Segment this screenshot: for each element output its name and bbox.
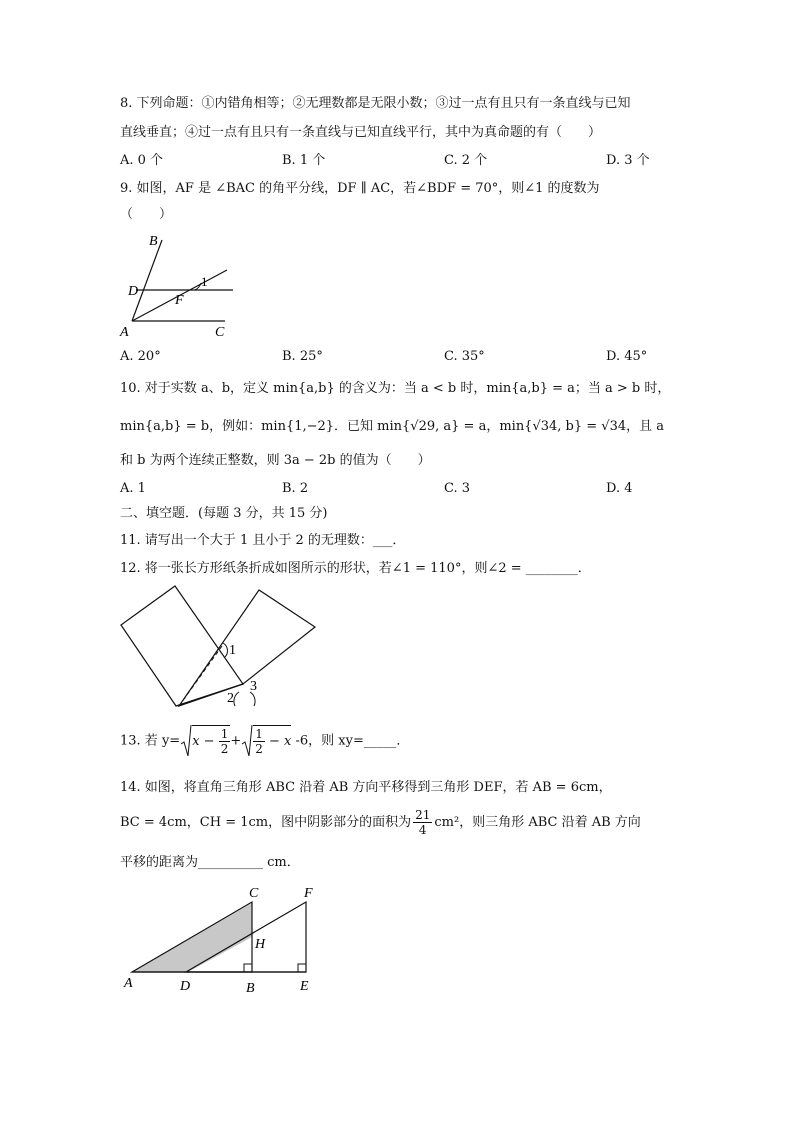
q10-option-d: D. 4 <box>606 481 633 496</box>
q14-line2-b: cm²，则三角形 ABC 沿着 AB 方向 <box>434 815 641 830</box>
q14-line3: 平移的距离为__________ cm． <box>120 855 300 870</box>
q13-radical1-icon <box>180 724 192 758</box>
q13-radical2-icon <box>241 724 253 758</box>
q8-line1: 8. 下列命题：①内错角相等；②无理数都是无限小数；③过一点有且只有一条直线与已知 <box>120 96 631 111</box>
q10-option-b: B. 2 <box>282 481 309 496</box>
q14-line2 <box>120 806 641 844</box>
q9-option-d: D. 45° <box>606 349 648 364</box>
q9-option-a: A. 20° <box>120 349 161 364</box>
q9-option-c: C. 35° <box>444 349 485 364</box>
q13-rad1-a: x − <box>192 734 215 749</box>
q13-prefix: 13. 若 y= <box>120 733 181 749</box>
q10-option-c: C. 3 <box>444 481 471 496</box>
q14-label-h: H <box>255 937 266 952</box>
q12-text: 12. 将一张长方形纸条折成如图所示的形状，若∠1 = 110°，则∠2 = ________． <box>120 561 591 576</box>
q10-line3: 和 b 为两个连续正整数，则 3a − 2b 的值为（ ） <box>120 453 431 468</box>
q9-label-a: A <box>120 325 129 340</box>
q8-option-a: A. 0 个 <box>120 153 164 168</box>
q12-figure <box>115 582 320 712</box>
q10-option-a: A. 1 <box>120 481 146 496</box>
q12-label-2: 2 <box>227 691 234 706</box>
q9-label-f: F <box>175 293 184 308</box>
q9-label-d: D <box>128 284 139 299</box>
q9-option-b: B. 25° <box>282 349 323 364</box>
q13-rad2-b: − x <box>269 734 292 749</box>
q11-text: 11. 请写出一个大于 1 且小于 2 的无理数：___． <box>120 533 406 548</box>
q10-line2: min{a,b} = b，例如：min{1,−2}．已知 min{√29, a} = a，min{√34, b} = √34，且 a <box>120 419 665 434</box>
q14-label-f: F <box>304 886 313 901</box>
q13-radicand2 <box>253 725 291 757</box>
q13-line <box>120 724 409 760</box>
q9-figure <box>115 228 245 346</box>
q13-plus: + <box>230 733 242 749</box>
q8-line2: 直线垂直；④过一点有且只有一条直线与已知直线平行，其中为真命题的有（ ） <box>120 125 602 140</box>
q13-half1: $\frac{1}{2}$ <box>220 727 229 756</box>
q8-option-b: B. 1 个 <box>282 153 326 168</box>
q10-line1: 10. 对于实数 a、b，定义 min{a,b} 的含义为：当 a < b 时，min{a,b} = a；当 a > b 时， <box>120 381 671 396</box>
q9-label-c: C <box>215 325 225 340</box>
q8-option-d: D. 3 个 <box>606 153 650 168</box>
section-heading: 二、填空题．(每题 3 分，共 15 分) <box>120 506 328 521</box>
q12-label-1: 1 <box>229 643 236 658</box>
q14-label-a: A <box>124 976 133 991</box>
q14-figure <box>118 880 328 1000</box>
q12-label-3: 3 <box>250 679 257 694</box>
q14-line2-a: BC = 4cm，CH = 1cm，图中阴影部分的面积为 <box>120 815 412 830</box>
q13-tail: -6，则 xy=_____． <box>291 733 410 749</box>
q9-stem: 9. 如图，AF 是 ∠BAC 的角平分线，DF ∥ AC，若∠BDF = 70°，则∠1 的度数为 <box>120 181 600 196</box>
q14-label-b: B <box>246 981 255 996</box>
q8-option-c: C. 2 个 <box>444 153 488 168</box>
q9-paren: （ ） <box>120 207 173 222</box>
q13-half2: $\frac{1}{2}$ <box>255 727 263 756</box>
q14-label-c: C <box>249 886 259 901</box>
q14-line1: 14. 如图，将直角三角形 ABC 沿着 AB 方向平移得到三角形 DEF，若 AB = 6cm， <box>120 780 612 795</box>
q9-label-b: B <box>149 234 158 249</box>
q14-label-d: D <box>180 979 191 994</box>
q14-label-e: E <box>300 979 309 994</box>
q13-radicand1 <box>192 725 230 757</box>
q14-area-fraction: $\frac{21}{4}$ <box>415 808 431 837</box>
q9-label-1: 1 <box>201 274 208 289</box>
